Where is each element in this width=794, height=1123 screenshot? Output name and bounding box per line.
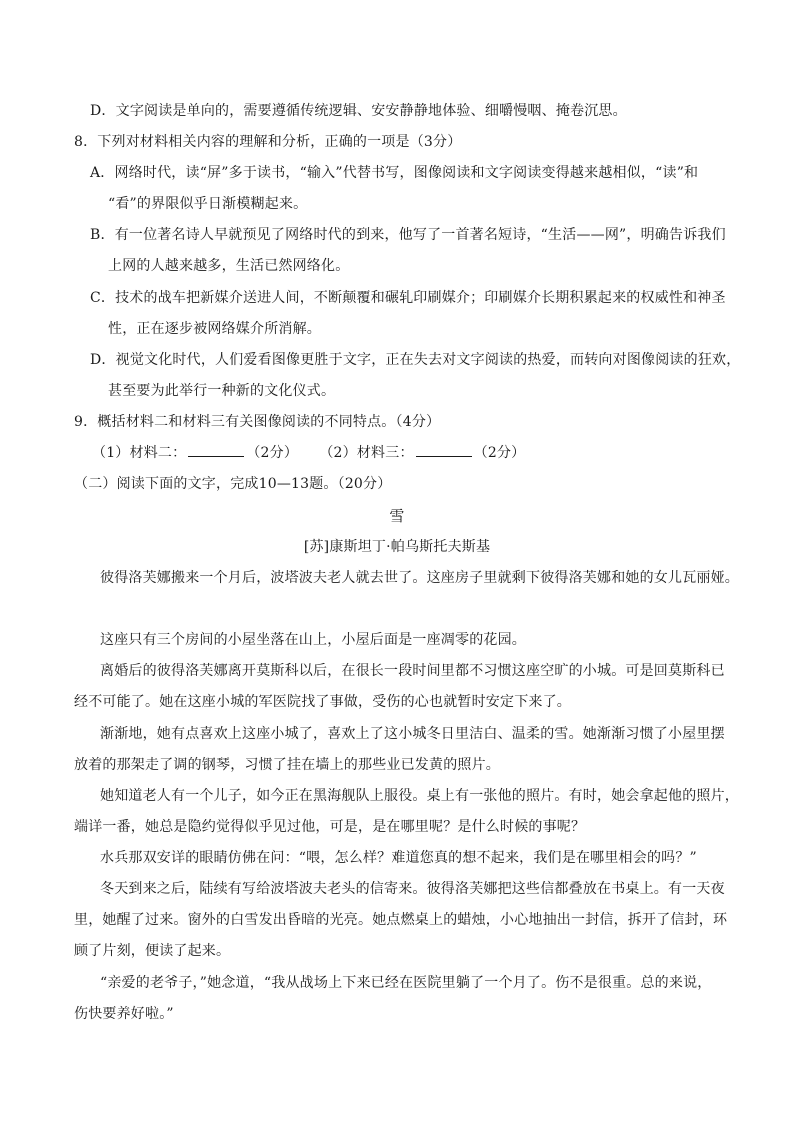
q9-part1-answer-blank[interactable] [188, 443, 244, 457]
q8-option-c-line1: C．技术的战车把新媒介送进人间，不断颠覆和碾轧印刷媒介；印刷媒介长期积累起来的权威性和神圣 [90, 290, 726, 306]
q8-option-a-line1: A．网络时代，读“屏”多于读书，“输入”代替书写，图像阅读和文字阅读变得越来越相似，“读”和 [90, 165, 699, 181]
q9-part2-score: （2分） [473, 445, 526, 461]
story-paragraph-2: 这座只有三个房间的小屋坐落在山上，小屋后面是一座凋零的花园。 [100, 632, 526, 648]
q9-part2-answer-blank[interactable] [416, 443, 472, 457]
story-paragraph-5-line2: 端详一番，她总是隐约觉得似乎见过他，可是，是在哪里呢？是什么时候的事呢？ [74, 819, 586, 835]
story-title: 雪 [389, 507, 405, 525]
story-paragraph-3-line2: 经不可能了。她在这座小城的军医院找了事做，受伤的心也就暂时安定下来了。 [74, 694, 571, 710]
q9-part2-label: （2）材料三： [319, 445, 414, 461]
story-paragraph-7-line3: 顾了片刻，便读了起来。 [74, 943, 231, 959]
q9-stem: 9．概括材料二和材料三有关图像阅读的不同特点。（4分） [74, 414, 441, 430]
q8-option-a-line2: “看”的界限似乎日渐模糊起来。 [108, 196, 308, 212]
story-paragraph-1: 彼得洛芙娜搬来一个月后，波塔波夫老人就去世了。这座房子里就剩下彼得洛芙娜和她的女儿瓦丽娅。 [100, 570, 739, 586]
story-paragraph-7-line2: 里，她醒了过来。窗外的白雪发出昏暗的光亮。她点燃桌上的蜡烛，小心地抽出一封信，拆开了信封，环 [74, 912, 728, 928]
q8-option-c-line2: 性，正在逐步被网络媒介所消解。 [108, 321, 321, 337]
story-paragraph-8-line1: “亲爱的老爷子，”她念道，“我从战场上下来已经在医院里躺了一个月了。伤不是很重。总的来说， [100, 975, 712, 991]
story-paragraph-3-line1: 离婚后的彼得洛芙娜离开莫斯科以后，在很长一段时间里都不习惯这座空旷的小城。可是回莫斯科已 [100, 663, 725, 679]
story-paragraph-4-line2: 放着的那架走了调的钢琴，习惯了挂在墙上的那些业已发黄的照片。 [74, 757, 500, 773]
story-paragraph-6: 水兵那双安详的眼睛仿佛在问：“喂，怎么样？难道您真的想不起来，我们是在哪里相会的吗？” [100, 850, 697, 866]
q7-option-d: D．文字阅读是单向的，需要遵循传统逻辑、安安静静地体验、细嚼慢咽、掩卷沉思。 [90, 103, 627, 119]
story-paragraph-5-line1: 她知道老人有一个儿子，如今正在黑海舰队上服役。桌上有一张他的照片。有时，她会拿起他的照片， [100, 788, 739, 804]
q8-option-b-line2: 上网的人越来越多，生活已然网络化。 [108, 258, 350, 274]
q8-option-d-line2: 甚至要为此举行一种新的文化仪式。 [108, 383, 336, 399]
q8-option-d-line1: D．视觉文化时代，人们爱看图像更胜于文字，正在失去对文字阅读的热爱，而转向对图像阅读的狂欢， [90, 352, 741, 368]
story-paragraph-7-line1: 冬天到来之后，陆续有写给波塔波夫老头的信寄来。彼得洛芙娜把这些信都叠放在书桌上。有一天夜 [100, 881, 725, 897]
story-paragraph-8-line2: 伤快要养好啦。” [74, 1006, 174, 1022]
q9-part1-score: （2分） [246, 445, 299, 461]
story-paragraph-4-line1: 渐渐地，她有点喜欢上这座小城了，喜欢上了这小城冬日里洁白、温柔的雪。她渐渐习惯了小屋里摆 [100, 726, 725, 742]
q8-stem: 8．下列对材料相关内容的理解和分析，正确的一项是（3分） [74, 134, 462, 150]
q9-part1-label: （1）材料二： [92, 445, 187, 461]
section2-instruction: （二）阅读下面的文字，完成10—13题。（20分） [74, 476, 392, 492]
q9-parts [92, 443, 525, 463]
q8-option-b-line1: B．有一位著名诗人早就预见了网络时代的到来，他写了一首著名短诗，“生活——网”，明确告诉我们 [90, 227, 726, 243]
story-author: [苏]康斯坦丁·帕乌斯托夫斯基 [303, 539, 491, 555]
